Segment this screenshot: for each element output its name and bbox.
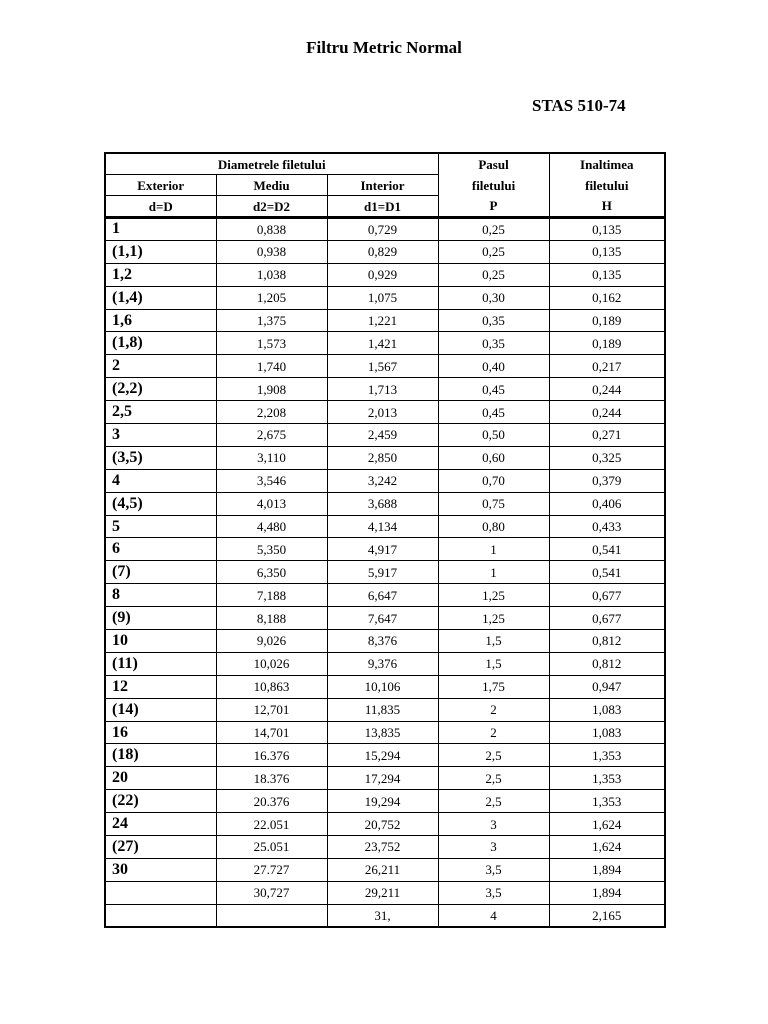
cell-inaltimea: 0,135: [549, 240, 665, 263]
table-row: [105, 836, 665, 859]
cell-inaltimea: 1,353: [549, 790, 665, 813]
cell-inaltimea: 1,894: [549, 858, 665, 881]
cell-interior: 2,013: [327, 401, 438, 424]
cell-mediu: 2,208: [216, 401, 327, 424]
cell-exterior: (4,5): [105, 492, 216, 515]
cell-inaltimea: 0,541: [549, 561, 665, 584]
cell-pasul: 0,30: [438, 286, 549, 309]
table-body: [105, 218, 665, 928]
cell-exterior: (3,5): [105, 446, 216, 469]
cell-exterior: 16: [105, 721, 216, 744]
cell-pasul: 3,5: [438, 881, 549, 904]
cell-mediu: 7,188: [216, 584, 327, 607]
cell-pasul: 0,50: [438, 424, 549, 447]
table-header: [105, 153, 665, 218]
cell-mediu: 3,546: [216, 469, 327, 492]
cell-pasul: 4: [438, 904, 549, 927]
cell-mediu: 10,863: [216, 675, 327, 698]
cell-exterior: (27): [105, 836, 216, 859]
cell-pasul: 2: [438, 698, 549, 721]
header-pasul-line2: filetului: [438, 175, 549, 196]
cell-interior: 8,376: [327, 630, 438, 653]
cell-exterior: 5: [105, 515, 216, 538]
cell-exterior: 20: [105, 767, 216, 790]
cell-inaltimea: 1,624: [549, 813, 665, 836]
cell-interior: 31,: [327, 904, 438, 927]
table-row: [105, 309, 665, 332]
cell-pasul: 0,35: [438, 309, 549, 332]
cell-inaltimea: 0,325: [549, 446, 665, 469]
cell-interior: 11,835: [327, 698, 438, 721]
cell-mediu: 18.376: [216, 767, 327, 790]
cell-inaltimea: 0,812: [549, 652, 665, 675]
header-exterior: Exterior: [105, 175, 216, 196]
cell-inaltimea: 0,271: [549, 424, 665, 447]
cell-exterior: (22): [105, 790, 216, 813]
table-row: [105, 675, 665, 698]
cell-interior: 1,713: [327, 378, 438, 401]
cell-inaltimea: 0,135: [549, 218, 665, 241]
table-row: [105, 492, 665, 515]
header-inaltimea-symbol: H: [549, 196, 665, 218]
cell-inaltimea: 0,244: [549, 401, 665, 424]
cell-pasul: 2: [438, 721, 549, 744]
cell-interior: 0,929: [327, 263, 438, 286]
cell-inaltimea: 0,189: [549, 332, 665, 355]
table-row: [105, 332, 665, 355]
cell-mediu: 0,838: [216, 218, 327, 241]
cell-pasul: 0,35: [438, 332, 549, 355]
cell-pasul: 1,5: [438, 630, 549, 653]
cell-inaltimea: 1,624: [549, 836, 665, 859]
cell-inaltimea: 0,433: [549, 515, 665, 538]
header-interior: Interior: [327, 175, 438, 196]
table-row: [105, 744, 665, 767]
cell-exterior: (1,1): [105, 240, 216, 263]
cell-inaltimea: 1,894: [549, 881, 665, 904]
cell-mediu: 20.376: [216, 790, 327, 813]
cell-pasul: 0,70: [438, 469, 549, 492]
cell-inaltimea: 0,812: [549, 630, 665, 653]
cell-interior: 7,647: [327, 607, 438, 630]
cell-interior: 10,106: [327, 675, 438, 698]
cell-pasul: 0,80: [438, 515, 549, 538]
table-row: [105, 698, 665, 721]
cell-exterior: (7): [105, 561, 216, 584]
table-row: [105, 218, 665, 241]
table-row: [105, 904, 665, 927]
thread-table: [104, 152, 666, 928]
cell-interior: 2,850: [327, 446, 438, 469]
table-row: [105, 515, 665, 538]
cell-interior: 29,211: [327, 881, 438, 904]
cell-inaltimea: 0,135: [549, 263, 665, 286]
cell-interior: 5,917: [327, 561, 438, 584]
cell-exterior: (1,8): [105, 332, 216, 355]
cell-mediu: 6,350: [216, 561, 327, 584]
cell-inaltimea: 1,083: [549, 721, 665, 744]
cell-exterior: [105, 904, 216, 927]
table-row: [105, 538, 665, 561]
cell-inaltimea: 0,189: [549, 309, 665, 332]
cell-pasul: 1,25: [438, 607, 549, 630]
cell-pasul: 0,45: [438, 401, 549, 424]
cell-mediu: 2,675: [216, 424, 327, 447]
standard-code: STAS 510-74: [532, 96, 626, 115]
cell-exterior: (1,4): [105, 286, 216, 309]
cell-interior: 15,294: [327, 744, 438, 767]
cell-pasul: 3: [438, 813, 549, 836]
cell-mediu: 5,350: [216, 538, 327, 561]
cell-pasul: 2,5: [438, 790, 549, 813]
cell-interior: 17,294: [327, 767, 438, 790]
table-row: [105, 584, 665, 607]
cell-interior: 4,917: [327, 538, 438, 561]
cell-exterior: 24: [105, 813, 216, 836]
cell-inaltimea: 0,541: [549, 538, 665, 561]
cell-inaltimea: 0,244: [549, 378, 665, 401]
cell-interior: 3,242: [327, 469, 438, 492]
cell-mediu: 1,908: [216, 378, 327, 401]
cell-exterior: 1,2: [105, 263, 216, 286]
header-interior-symbol: d1=D1: [327, 196, 438, 218]
cell-mediu: 22.051: [216, 813, 327, 836]
cell-mediu: 4,480: [216, 515, 327, 538]
cell-pasul: 0,40: [438, 355, 549, 378]
cell-mediu: 1,375: [216, 309, 327, 332]
cell-pasul: 2,5: [438, 767, 549, 790]
header-inaltimea-line1: Inaltimea: [549, 153, 665, 175]
cell-interior: 1,421: [327, 332, 438, 355]
cell-pasul: 0,60: [438, 446, 549, 469]
cell-mediu: 10,026: [216, 652, 327, 675]
cell-mediu: 3,110: [216, 446, 327, 469]
cell-interior: 1,567: [327, 355, 438, 378]
cell-exterior: 6: [105, 538, 216, 561]
page-title: Filtru Metric Normal: [306, 38, 462, 57]
cell-inaltimea: 1,353: [549, 744, 665, 767]
cell-mediu: 1,573: [216, 332, 327, 355]
cell-exterior: (9): [105, 607, 216, 630]
cell-interior: 23,752: [327, 836, 438, 859]
cell-interior: 13,835: [327, 721, 438, 744]
table-row: [105, 561, 665, 584]
cell-exterior: 8: [105, 584, 216, 607]
cell-pasul: 1,25: [438, 584, 549, 607]
table-row: [105, 469, 665, 492]
cell-exterior: [105, 881, 216, 904]
cell-interior: 0,729: [327, 218, 438, 241]
cell-mediu: 25.051: [216, 836, 327, 859]
cell-inaltimea: 0,379: [549, 469, 665, 492]
cell-interior: 20,752: [327, 813, 438, 836]
cell-interior: 4,134: [327, 515, 438, 538]
cell-pasul: 2,5: [438, 744, 549, 767]
cell-interior: 0,829: [327, 240, 438, 263]
cell-pasul: 0,75: [438, 492, 549, 515]
cell-pasul: 0,25: [438, 218, 549, 241]
cell-inaltimea: 1,353: [549, 767, 665, 790]
cell-interior: 19,294: [327, 790, 438, 813]
table-row: [105, 240, 665, 263]
cell-mediu: 4,013: [216, 492, 327, 515]
cell-inaltimea: 0,406: [549, 492, 665, 515]
table-row: [105, 355, 665, 378]
cell-pasul: 0,45: [438, 378, 549, 401]
cell-exterior: 2,5: [105, 401, 216, 424]
cell-mediu: 30,727: [216, 881, 327, 904]
table-row: [105, 446, 665, 469]
cell-inaltimea: 0,677: [549, 584, 665, 607]
cell-inaltimea: 2,165: [549, 904, 665, 927]
cell-pasul: 0,25: [438, 263, 549, 286]
table-row: [105, 607, 665, 630]
cell-interior: 26,211: [327, 858, 438, 881]
cell-interior: 1,221: [327, 309, 438, 332]
cell-exterior: 10: [105, 630, 216, 653]
table-row: [105, 378, 665, 401]
header-mediu: Mediu: [216, 175, 327, 196]
cell-interior: 1,075: [327, 286, 438, 309]
header-inaltimea-line2: filetului: [549, 175, 665, 196]
cell-pasul: 1,5: [438, 652, 549, 675]
cell-mediu: 0,938: [216, 240, 327, 263]
cell-inaltimea: 0,217: [549, 355, 665, 378]
cell-inaltimea: 0,162: [549, 286, 665, 309]
cell-exterior: (11): [105, 652, 216, 675]
table-row: [105, 401, 665, 424]
table-row: [105, 813, 665, 836]
cell-mediu: [216, 904, 327, 927]
cell-mediu: 1,038: [216, 263, 327, 286]
cell-pasul: 1,75: [438, 675, 549, 698]
cell-inaltimea: 0,947: [549, 675, 665, 698]
table-row: [105, 721, 665, 744]
cell-mediu: 1,740: [216, 355, 327, 378]
cell-exterior: 12: [105, 675, 216, 698]
cell-mediu: 16.376: [216, 744, 327, 767]
header-diameters: Diametrele filetului: [105, 153, 438, 175]
cell-interior: 3,688: [327, 492, 438, 515]
cell-exterior: (2,2): [105, 378, 216, 401]
cell-exterior: 3: [105, 424, 216, 447]
table-row: [105, 286, 665, 309]
table-row: [105, 424, 665, 447]
cell-interior: 9,376: [327, 652, 438, 675]
cell-exterior: 30: [105, 858, 216, 881]
header-pasul-symbol: P: [438, 196, 549, 218]
table-row: [105, 263, 665, 286]
cell-pasul: 1: [438, 538, 549, 561]
cell-exterior: 1,6: [105, 309, 216, 332]
header-pasul-line1: Pasul: [438, 153, 549, 175]
cell-exterior: 2: [105, 355, 216, 378]
table-row: [105, 630, 665, 653]
cell-mediu: 12,701: [216, 698, 327, 721]
cell-inaltimea: 0,677: [549, 607, 665, 630]
cell-pasul: 1: [438, 561, 549, 584]
cell-interior: 2,459: [327, 424, 438, 447]
cell-exterior: (14): [105, 698, 216, 721]
table-row: [105, 790, 665, 813]
header-exterior-symbol: d=D: [105, 196, 216, 218]
cell-mediu: 14,701: [216, 721, 327, 744]
cell-exterior: 1: [105, 218, 216, 241]
cell-mediu: 1,205: [216, 286, 327, 309]
cell-exterior: 4: [105, 469, 216, 492]
table-row: [105, 652, 665, 675]
cell-interior: 6,647: [327, 584, 438, 607]
cell-mediu: 27.727: [216, 858, 327, 881]
cell-inaltimea: 1,083: [549, 698, 665, 721]
table-row: [105, 767, 665, 790]
cell-pasul: 0,25: [438, 240, 549, 263]
table-row: [105, 881, 665, 904]
cell-pasul: 3: [438, 836, 549, 859]
cell-exterior: (18): [105, 744, 216, 767]
cell-mediu: 8,188: [216, 607, 327, 630]
header-mediu-symbol: d2=D2: [216, 196, 327, 218]
cell-pasul: 3,5: [438, 858, 549, 881]
cell-mediu: 9,026: [216, 630, 327, 653]
table-row: [105, 858, 665, 881]
